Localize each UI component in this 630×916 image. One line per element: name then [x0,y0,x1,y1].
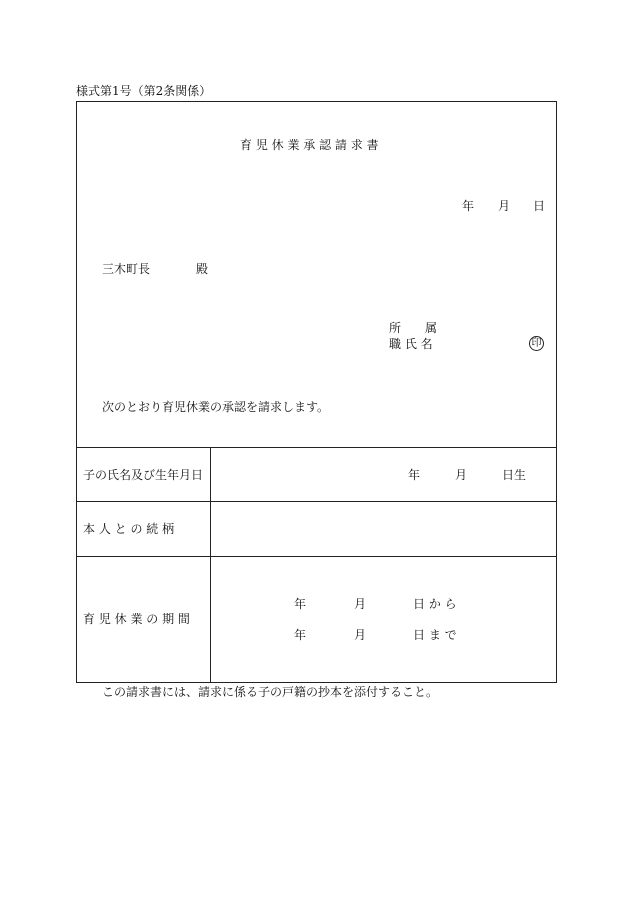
table-top-rule [76,447,557,448]
form-frame [76,101,557,683]
form-title: 育 児 休 業 承 認 請 求 書 [240,138,379,152]
period-from-year: 年 [294,597,307,611]
attachment-note: この請求書には、請求に係る子の戸籍の抄本を添付すること。 [102,685,439,699]
name-label: 職 氏 名 [389,337,433,351]
seal-mark: 印 [529,336,544,351]
period-to-day: 日 ま で [413,628,457,642]
child-birth-year-label: 年 [408,468,421,482]
date-month-label: 月 [498,199,511,213]
table-column-rule [210,448,211,682]
period-to-month: 月 [354,628,367,642]
child-name-birth-label: 子の氏名及び生年月日 [83,468,204,482]
form-number: 様式第1号（第2条関係） [76,84,212,98]
affiliation-label: 所 属 [389,321,438,335]
leave-period-label: 育 児 休 業 の 期 間 [83,612,190,626]
addressee-honorific: 殿 [196,262,209,276]
period-to-year: 年 [294,628,307,642]
table-row-rule-2 [76,556,557,557]
child-birth-month-label: 月 [455,468,468,482]
addressee-name: 三木町長 [102,262,151,276]
period-from-month: 月 [354,597,367,611]
child-birth-day-label: 日生 [502,468,527,482]
period-from-day: 日 か ら [413,597,457,611]
date-day-label: 日 [533,199,546,213]
table-row-rule-1 [76,501,557,502]
date-year-label: 年 [462,199,475,213]
request-statement: 次のとおり育児休業の承認を請求します。 [102,400,330,414]
relation-label: 本 人 と の 続 柄 [83,522,175,536]
